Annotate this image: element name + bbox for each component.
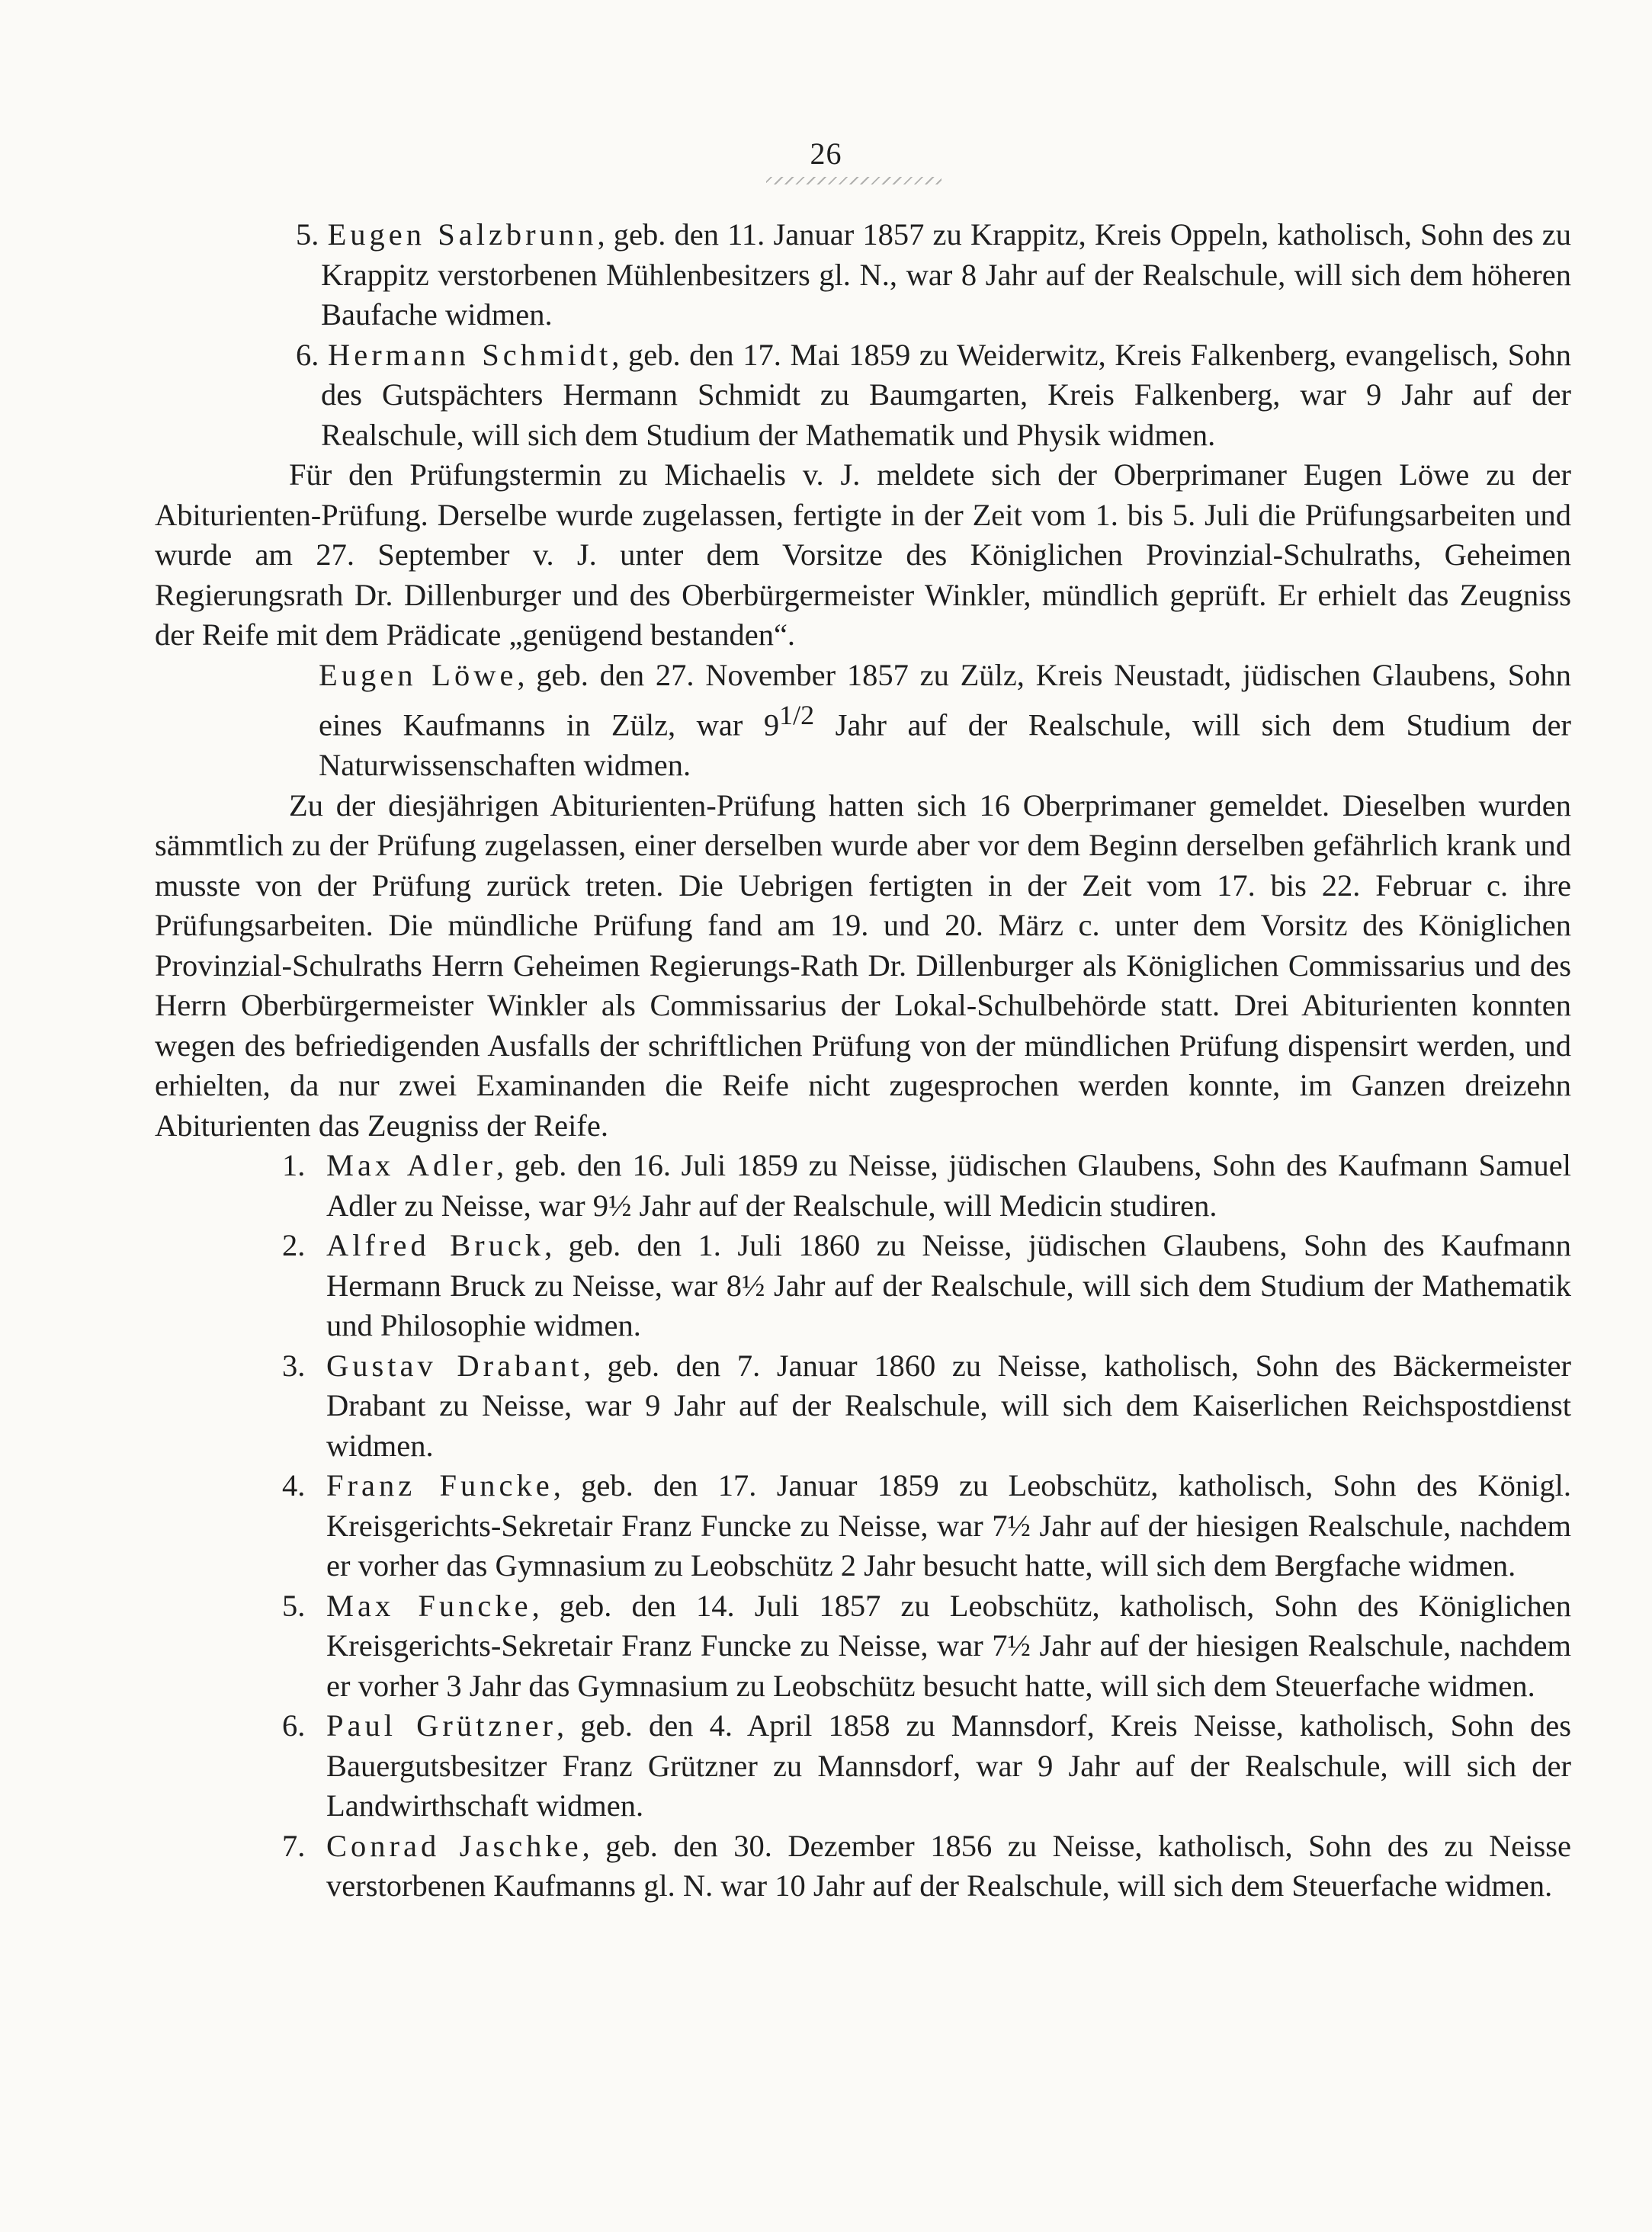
paragraph-main: Zu der diesjährigen Abiturienten-Prüfung hatten sich 16 Oberprimaner gemeldet. Dieselben wurden sämmtlich zu der Prüfung zugelassen, einer derselben wurde aber vor dem Beginn derselben gefährlich krank und musste von der Prüfung zurück treten. Die Uebrigen fertigten in der Zeit vom 17. bis 22. Februar c. ihre Prüfungsarbeiten. Die mündliche Prüfung fand am 19. und 20. März c. unter dem Vorsitz des Königlichen Provinzial-Schulraths Herrn Geheimen Regierungs-Rath Dr. Dillenburger als Königlichen Commissarius und des Herrn Oberbürgermeister Winkler als Commissarius der Lokal-Schulbehörde statt. Drei Abiturienten konnten wegen des befriedigenden Ausfalls der schriftlichen Prüfung von der mündlichen Prüfung dispensirt werden, und erhielten, da nur zwei Examinanden die Reife nicht zugesprochen werden konnte, im Ganzen dreizehn Abiturienten das Zeugniss der Reife. [155, 787, 1571, 1143]
list-item [282, 1466, 1571, 1586]
list-item [282, 1226, 1571, 1346]
page-content [155, 215, 1571, 1906]
graduates-list [155, 1146, 1571, 1906]
item-number: 5. [282, 1588, 306, 1623]
item-number: 7. [282, 1828, 306, 1863]
entry-text-cont: Jahr auf der Realschule, will sich dem Studium der Naturwissenschaften widmen. [319, 707, 1571, 782]
item-text: , geb. den 16. Juli 1859 zu Neisse, jüdischen Glaubens, Sohn des Kaufmann Samuel Adler zu Neisse, war 9½ Jahr auf der Realschule, will Medicin studiren. [326, 1148, 1572, 1223]
item-name: Paul Grützner [326, 1708, 557, 1743]
entry-5 [155, 215, 1571, 335]
list-item [282, 1706, 1571, 1826]
entry-6 [155, 335, 1571, 456]
entry-text: , geb. den 11. Januar 1857 zu Krappitz, Kreis Oppeln, katholisch, Sohn des zu Krappitz verstorbenen Mühlenbesitzers gl. N., war 8 Jahr auf der Realschule, will sich dem höheren Baufache widmen. [321, 217, 1572, 332]
entry-text: , geb. den 27. November 1857 zu Zülz, Kreis Neustadt, jüdischen Glaubens, Sohn eines Kaufmanns in Zülz, war 9 [319, 657, 1571, 742]
entry-name: Hermann Schmidt [327, 337, 612, 372]
item-name: Alfred Bruck [326, 1228, 545, 1262]
item-text: , geb. den 1. Juli 1860 zu Neisse, jüdischen Glaubens, Sohn des Kaufmann Hermann Bruck zu Neisse, war 8½ Jahr auf der Realschule, will sich dem Studium der Mathematik und Philosophie widmen. [326, 1228, 1571, 1342]
page-number-ornament [766, 177, 941, 184]
fraction: 1/2 [779, 700, 815, 730]
entry-number: 6. [296, 337, 319, 372]
item-text: , geb. den 4. April 1858 zu Mannsdorf, Kreis Neisse, katholisch, Sohn des Bauergutsbesitzer Franz Grützner zu Mannsdorf, war 9 Jahr auf der Realschule, will sich der Landwirthschaft widmen. [326, 1708, 1571, 1823]
item-name: Max Adler [326, 1148, 496, 1182]
item-number: 2. [282, 1228, 306, 1262]
entry-name: Eugen Salzbrunn [327, 217, 598, 252]
item-name: Gustav Drabant [326, 1348, 583, 1383]
item-text: , geb. den 30. Dezember 1856 zu Neisse, katholisch, Sohn des zu Neisse verstorbenen Kaufmanns gl. N. war 10 Jahr auf der Realschule, will sich dem Steuerfache widmen. [326, 1828, 1571, 1903]
item-number: 3. [282, 1348, 306, 1383]
list-item [282, 1146, 1572, 1226]
page-number: 26 [810, 136, 842, 171]
list-item [282, 1826, 1571, 1906]
item-number: 4. [282, 1468, 306, 1502]
item-number: 1. [282, 1148, 306, 1182]
list-item [282, 1586, 1571, 1707]
item-number: 6. [282, 1708, 306, 1743]
entry-loewe [155, 656, 1571, 786]
paragraph-michaelis: Für den Prüfungstermin zu Michaelis v. J. meldete sich der Oberprimaner Eugen Löwe zu der Abiturienten-Prüfung. Derselbe wurde zugelassen, fertigte in der Zeit vom 1. bis 5. Juli die Prüfungsarbeiten und wurde am 27. September v. J. unter dem Vorsitze des Königlichen Provinzial-Schulraths, Geheimen Regierungsrath Dr. Dillenburger und des Oberbürgermeister Winkler, mündlich geprüft. Er erhielt das Zeugniss der Reife mit dem Prädicate „genügend bestanden“. [155, 457, 1571, 652]
entry-number: 5. [296, 217, 319, 252]
item-text: , geb. den 17. Januar 1859 zu Leobschütz, katholisch, Sohn des Königl. Kreisgerichts-Sekretair Franz Funcke zu Neisse, war 7½ Jahr auf der hiesigen Realschule, nachdem er vorher das Gymnasium zu Leobschütz 2 Jahr besucht hatte, will sich dem Bergfache widmen. [326, 1468, 1571, 1583]
item-name: Franz Funcke [326, 1468, 553, 1502]
list-item [282, 1346, 1571, 1467]
item-name: Max Funcke [326, 1588, 532, 1623]
entry-name: Eugen Löwe [319, 657, 518, 692]
item-text: , geb. den 14. Juli 1857 zu Leobschütz, katholisch, Sohn des Königlichen Kreisgerichts-Sekretair Franz Funcke zu Neisse, war 7½ Jahr auf der hiesigen Realschule, nachdem er vorher 3 Jahr das Gymnasium zu Leobschütz besucht hatte, will sich dem Steuerfache widmen. [326, 1588, 1571, 1703]
item-text: , geb. den 7. Januar 1860 zu Neisse, katholisch, Sohn des Bäckermeister Drabant zu Neisse, war 9 Jahr auf der Realschule, will sich dem Kaiserlichen Reichspostdienst widmen. [326, 1348, 1571, 1463]
entry-text: , geb. den 17. Mai 1859 zu Weiderwitz, Kreis Falkenberg, evangelisch, Sohn des Gutspächters Hermann Schmidt zu Baumgarten, Kreis Falkenberg, war 9 Jahr auf der Realschule, will sich dem Studium der Mathematik und Physik widmen. [321, 337, 1571, 452]
item-name: Conrad Jaschke [326, 1828, 582, 1863]
